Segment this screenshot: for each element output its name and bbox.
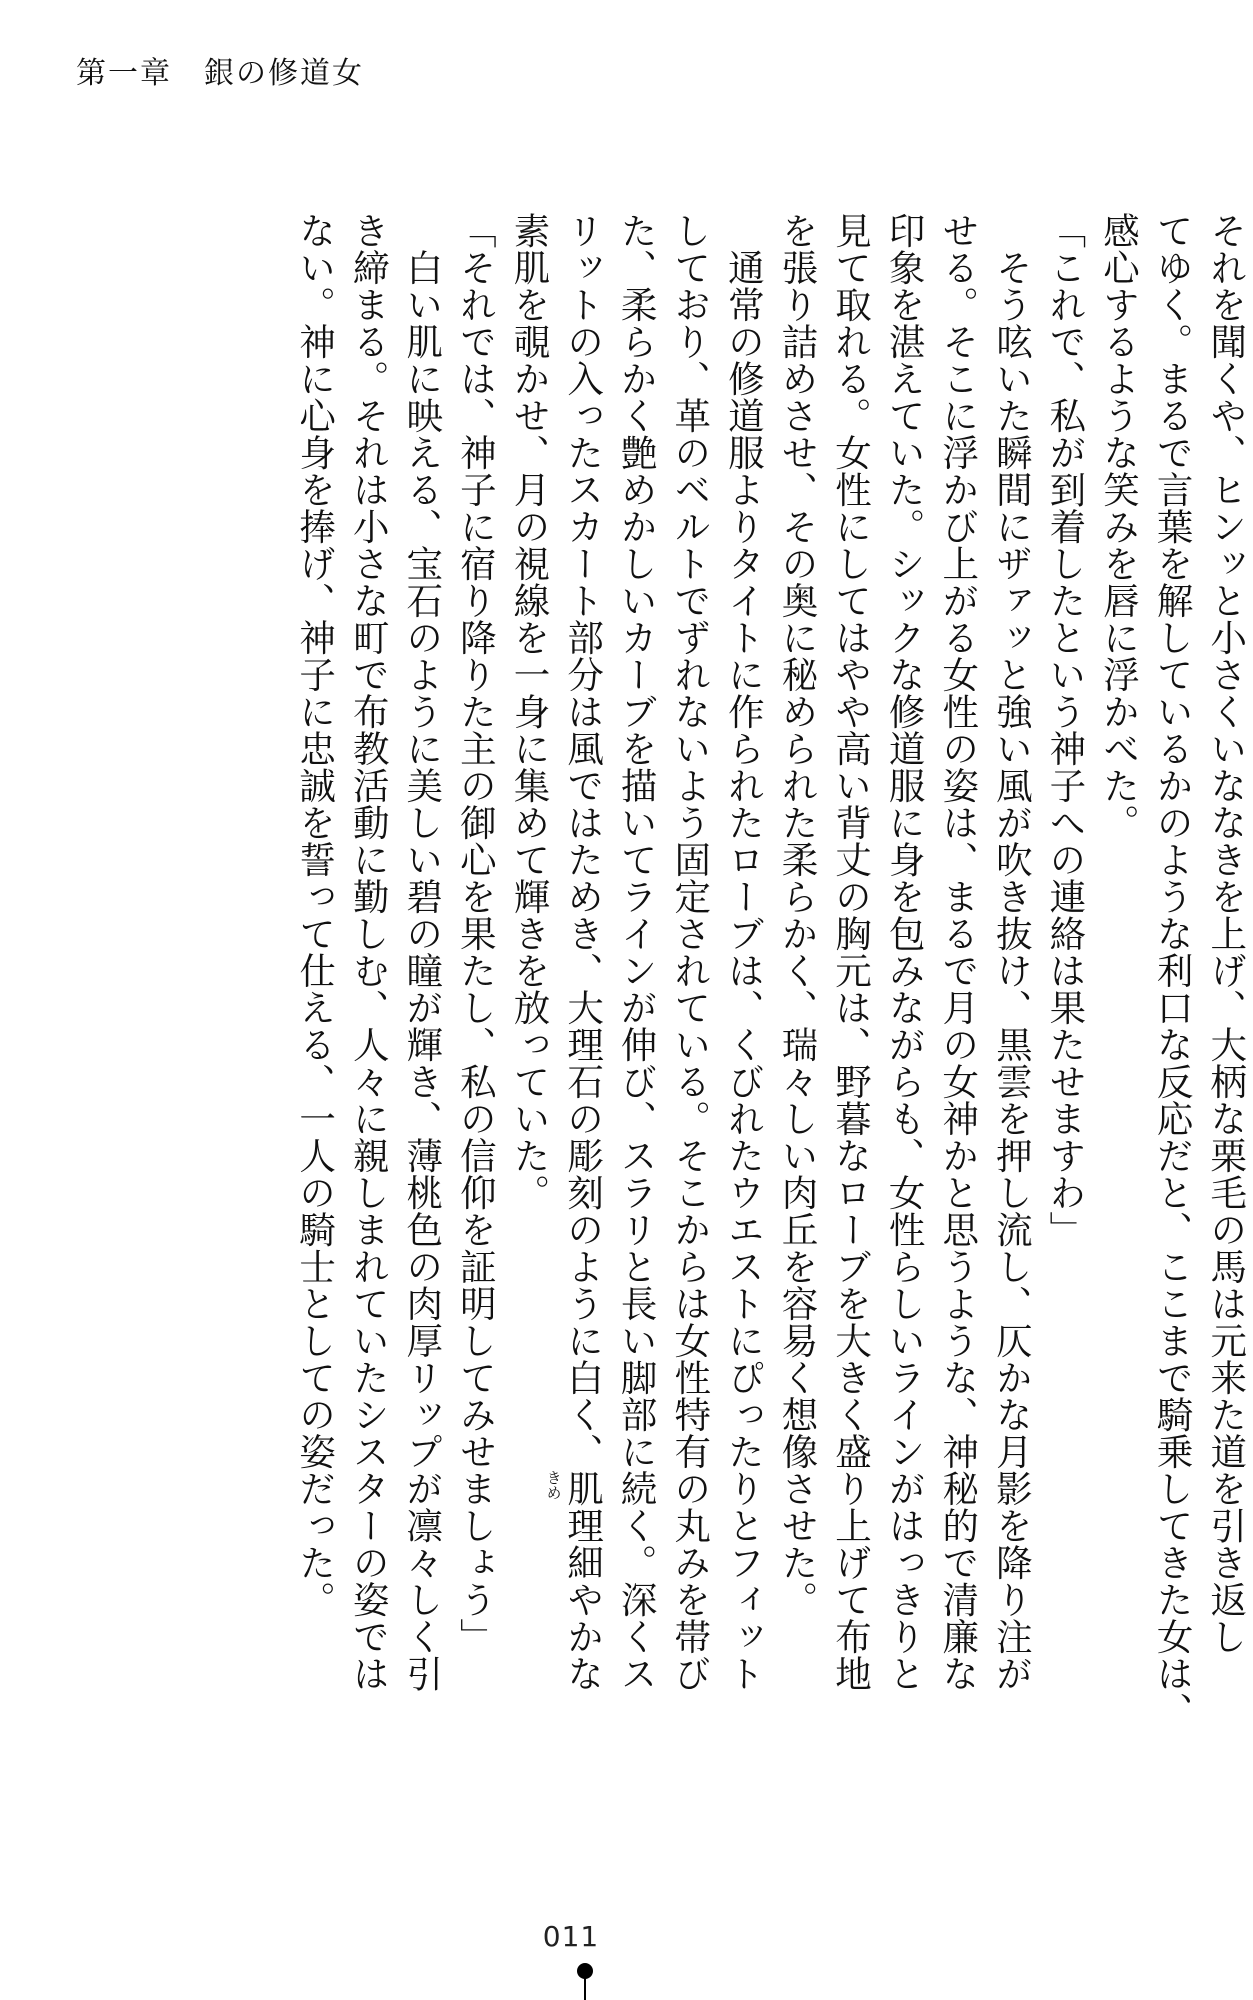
text-line: てゆく。まるで言葉を解しているかのような利口な反応だと、ここまで騎乗してきた女は、 bbox=[1151, 212, 1195, 1729]
text-line: を張り詰めさせ、その奥に秘められた柔らかく、瑞々しい肉丘を容易く想像させた。 bbox=[775, 212, 819, 1618]
text-line: そう呟いた瞬間にザァッと強い風が吹き抜け、黒雲を押し流し、仄かな月影を降り注が bbox=[990, 248, 1034, 1692]
text-line: 「これで、私が到着したという神子への連絡は果たせますわ」 bbox=[1043, 212, 1087, 1248]
line-tail: 細やかな bbox=[561, 1544, 605, 1692]
text-line: 「それでは、神子に宿り降りた主の御心を果たし、私の信仰を証明してみせましょう」 bbox=[454, 212, 498, 1655]
text-line: き締まる。それは小さな町で布教活動に勤しむ、人々に親しまれていたシスターの姿では bbox=[347, 212, 391, 1692]
ruby-base: 肌理 bbox=[561, 1470, 605, 1544]
text-line: た、柔らかく艶めかしいカーブを描いてラインが伸び、スラリと長い脚部に続く。深くス bbox=[615, 212, 659, 1692]
ruby-annotated-word bbox=[544, 1470, 605, 1544]
text-line: 白い肌に映える、宝石のように美しい碧の瞳が輝き、薄桃色の肉厚リップが凛々しく引 bbox=[400, 248, 444, 1692]
body-text bbox=[288, 212, 1253, 1729]
running-head: 第一章 銀の修道女 bbox=[76, 56, 364, 91]
line-text: リットの入ったスカート部分は風ではためき、大理石の彫刻のように白く、 bbox=[561, 212, 605, 1470]
text-line: 通常の修道服よりタイトに作られたローブは、くびれたウエストにぴったりとフィット bbox=[722, 248, 766, 1692]
page-number: 011 bbox=[542, 1920, 600, 1953]
text-line: しており、革のベルトでずれないよう固定されている。そこからは女性特有の丸みを帯び bbox=[668, 212, 712, 1692]
text-line: 感心するような笑みを唇に浮かべた。 bbox=[1097, 212, 1141, 841]
text-line-with-ruby bbox=[544, 212, 610, 1692]
text-line: せる。そこに浮かび上がる女性の姿は、まるで月の女神かと思うような、神秘的で清廉な bbox=[936, 212, 980, 1692]
text-line: 見て取れる。女性にしてはやや高い背丈の胸元は、野暮なローブを大きく盛り上げて布地 bbox=[829, 212, 873, 1692]
text-line: 素肌を覗かせ、月の視線を一身に集めて輝きを放っていた。 bbox=[507, 212, 551, 1211]
ruby-reading: きめ bbox=[544, 1470, 563, 1500]
page-marker-rule bbox=[584, 1975, 586, 2000]
text-line: 印象を湛えていた。シックな修道服に身を包みながらも、女性らしいラインがはっきりと bbox=[883, 212, 927, 1692]
text-line: ない。神に心身を捧げ、神子に忠誠を誓って仕える、一人の騎士としての姿だった。 bbox=[293, 212, 337, 1618]
text-line: それを聞くや、ヒンッと小さくいななきを上げ、大柄な栗毛の馬は元来た道を引き返し bbox=[1204, 212, 1248, 1655]
